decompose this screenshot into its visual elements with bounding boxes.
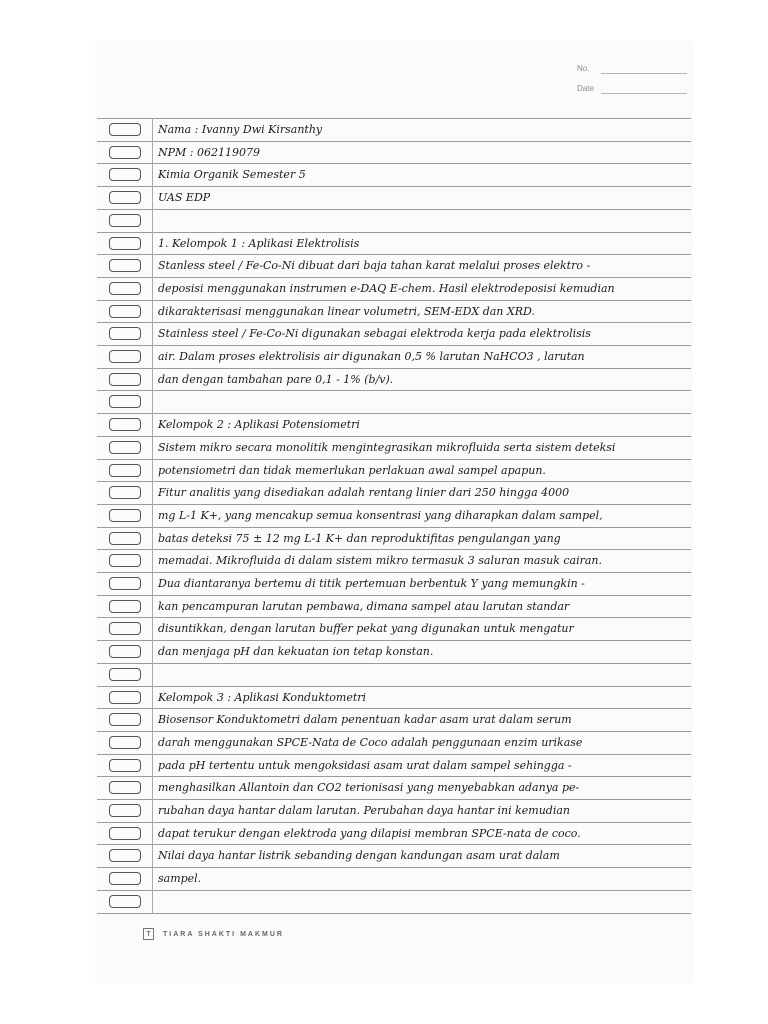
ruled-line bbox=[97, 413, 691, 414]
handwritten-line: sampel. bbox=[158, 872, 202, 886]
line-checkbox[interactable] bbox=[109, 282, 141, 295]
line-checkbox[interactable] bbox=[109, 350, 141, 363]
line-checkbox[interactable] bbox=[109, 849, 141, 862]
ruled-line bbox=[97, 368, 691, 369]
no-label: No. bbox=[577, 64, 590, 73]
line-checkbox[interactable] bbox=[109, 237, 141, 250]
line-checkbox[interactable] bbox=[109, 713, 141, 726]
line-checkbox[interactable] bbox=[109, 464, 141, 477]
ruled-line bbox=[97, 390, 691, 391]
handwritten-line: deposisi menggunakan instrumen e-DAQ E-chem. Hasil elektrodeposisi kemudian bbox=[158, 281, 615, 295]
line-checkbox[interactable] bbox=[109, 759, 141, 772]
handwritten-line: memadai. Mikrofluida di dalam sistem mikro termasuk 3 saluran masuk cairan. bbox=[158, 554, 603, 568]
line-checkbox[interactable] bbox=[109, 895, 141, 908]
ruled-line bbox=[97, 209, 691, 210]
ruled-line bbox=[97, 481, 691, 482]
handwritten-line: NPM : 062119079 bbox=[158, 145, 260, 159]
ruled-line bbox=[97, 754, 691, 755]
ruled-line bbox=[97, 322, 691, 323]
handwritten-line: disuntikkan, dengan larutan buffer pekat yang digunakan untuk mengatur bbox=[158, 622, 574, 636]
ruled-line bbox=[97, 595, 691, 596]
ruled-line bbox=[97, 617, 691, 618]
ruled-line bbox=[97, 504, 691, 505]
line-checkbox[interactable] bbox=[109, 804, 141, 817]
handwritten-line: potensiometri dan tidak memerlukan perlakuan awal sampel apapun. bbox=[158, 463, 546, 477]
line-checkbox[interactable] bbox=[109, 123, 141, 136]
handwritten-line: dikarakterisasi menggunakan linear volumetri, SEM-EDX dan XRD. bbox=[158, 304, 535, 318]
ruled-line bbox=[97, 913, 691, 914]
ruled-line bbox=[97, 163, 691, 164]
margin-line bbox=[152, 118, 153, 913]
ruled-line bbox=[97, 186, 691, 187]
handwritten-line: UAS EDP bbox=[158, 191, 211, 205]
handwritten-line: rubahan daya hantar dalam larutan. Perubahan daya hantar ini kemudian bbox=[158, 804, 570, 817]
notebook-page bbox=[97, 42, 691, 982]
handwritten-line: Stainless steel / Fe-Co-Ni digunakan sebagai elektroda kerja pada elektrolisis bbox=[158, 327, 591, 341]
ruled-line bbox=[97, 141, 691, 142]
ruled-line bbox=[97, 867, 691, 868]
ruled-line bbox=[97, 118, 691, 119]
line-checkbox[interactable] bbox=[109, 373, 141, 386]
handwritten-line: Kimia Organik Semester 5 bbox=[158, 168, 306, 182]
date-line bbox=[601, 93, 687, 94]
handwritten-line: Kelompok 3 : Aplikasi Konduktometri bbox=[158, 690, 367, 704]
ruled-line bbox=[97, 300, 691, 301]
ruled-line bbox=[97, 232, 691, 233]
ruled-line bbox=[97, 844, 691, 845]
ruled-line bbox=[97, 663, 691, 664]
ruled-line bbox=[97, 890, 691, 891]
handwritten-line: 1. Kelompok 1 : Aplikasi Elektrolisis bbox=[158, 236, 360, 250]
handwritten-line: dan dengan tambahan pare 0,1 - 1% (b/v). bbox=[158, 372, 394, 386]
line-checkbox[interactable] bbox=[109, 827, 141, 840]
line-checkbox[interactable] bbox=[109, 554, 141, 567]
line-checkbox[interactable] bbox=[109, 781, 141, 794]
handwritten-line: Fitur analitis yang disediakan adalah rentang linier dari 250 hingga 4000 bbox=[158, 486, 570, 500]
ruled-line bbox=[97, 776, 691, 777]
line-checkbox[interactable] bbox=[109, 532, 141, 545]
line-checkbox[interactable] bbox=[109, 645, 141, 658]
handwritten-line: Kelompok 2 : Aplikasi Potensiometri bbox=[158, 418, 360, 432]
line-checkbox[interactable] bbox=[109, 191, 141, 204]
brand-logo-icon: T bbox=[143, 928, 154, 940]
handwritten-line: Nilai daya hantar listrik sebanding dengan kandungan asam urat dalam bbox=[158, 849, 560, 863]
line-checkbox[interactable] bbox=[109, 691, 141, 704]
footer-brand bbox=[143, 928, 284, 940]
line-checkbox[interactable] bbox=[109, 736, 141, 749]
line-checkbox[interactable] bbox=[109, 214, 141, 227]
date-field bbox=[577, 84, 594, 100]
handwritten-line: Stanless steel / Fe-Co-Ni dibuat dari baja tahan karat melalui proses elektro - bbox=[158, 259, 591, 273]
handwritten-line: Nama : Ivanny Dwi Kirsanthy bbox=[158, 123, 323, 136]
line-checkbox[interactable] bbox=[109, 305, 141, 318]
line-checkbox[interactable] bbox=[109, 395, 141, 408]
ruled-line bbox=[97, 549, 691, 550]
ruled-line bbox=[97, 640, 691, 641]
line-checkbox[interactable] bbox=[109, 668, 141, 681]
ruled-line bbox=[97, 708, 691, 709]
handwritten-line: Sistem mikro secara monolitik mengintegrasikan mikrofluida serta sistem deteksi bbox=[158, 440, 616, 454]
line-checkbox[interactable] bbox=[109, 509, 141, 522]
line-checkbox[interactable] bbox=[109, 418, 141, 431]
handwritten-line: mg L-1 K+, yang mencakup semua konsentrasi yang diharapkan dalam sampel, bbox=[158, 508, 603, 522]
handwritten-line: Dua diantaranya bertemu di titik pertemuan berbentuk Y yang memungkin - bbox=[158, 577, 585, 590]
handwritten-line: darah menggunakan SPCE-Nata de Coco adalah penggunaan enzim urikase bbox=[158, 735, 583, 749]
line-checkbox[interactable] bbox=[109, 872, 141, 885]
handwritten-line: dan menjaga pH dan kekuatan ion tetap konstan. bbox=[158, 645, 434, 659]
no-line bbox=[601, 73, 687, 74]
handwritten-line: kan pencampuran larutan pembawa, dimana sampel atau larutan standar bbox=[158, 599, 570, 613]
ruled-line bbox=[97, 277, 691, 278]
line-checkbox[interactable] bbox=[109, 146, 141, 159]
ruled-line bbox=[97, 799, 691, 800]
handwritten-line: pada pH tertentu untuk mengoksidasi asam urat dalam sampel sehingga - bbox=[158, 758, 572, 772]
ruled-line bbox=[97, 731, 691, 732]
ruled-line bbox=[97, 436, 691, 437]
line-checkbox[interactable] bbox=[109, 259, 141, 272]
no-field bbox=[577, 64, 589, 80]
handwritten-line: Biosensor Konduktometri dalam penentuan kadar asam urat dalam serum bbox=[158, 713, 572, 727]
line-checkbox[interactable] bbox=[109, 441, 141, 454]
ruled-line bbox=[97, 686, 691, 687]
line-checkbox[interactable] bbox=[109, 600, 141, 613]
ruled-line bbox=[97, 822, 691, 823]
handwritten-line: air. Dalam proses elektrolisis air digunakan 0,5 % larutan NaHCO3 , larutan bbox=[158, 350, 585, 363]
ruled-line bbox=[97, 459, 691, 460]
handwritten-line: menghasilkan Allantoin dan CO2 terionisasi yang menyebabkan adanya pe- bbox=[158, 781, 580, 795]
ruled-line bbox=[97, 527, 691, 528]
brand-name: TIARA SHAKTI MAKMUR bbox=[163, 930, 284, 938]
line-checkbox[interactable] bbox=[109, 486, 141, 499]
line-checkbox[interactable] bbox=[109, 168, 141, 181]
line-checkbox[interactable] bbox=[109, 327, 141, 340]
date-label: Date bbox=[577, 84, 594, 93]
handwritten-line: batas deteksi 75 ± 12 mg L-1 K+ dan reproduktifitas pengulangan yang bbox=[158, 531, 561, 545]
line-checkbox[interactable] bbox=[109, 622, 141, 635]
line-checkbox[interactable] bbox=[109, 577, 141, 590]
ruled-line bbox=[97, 254, 691, 255]
handwritten-line: dapat terukur dengan elektroda yang dilapisi membran SPCE-nata de coco. bbox=[158, 826, 581, 840]
ruled-line bbox=[97, 572, 691, 573]
ruled-line bbox=[97, 345, 691, 346]
